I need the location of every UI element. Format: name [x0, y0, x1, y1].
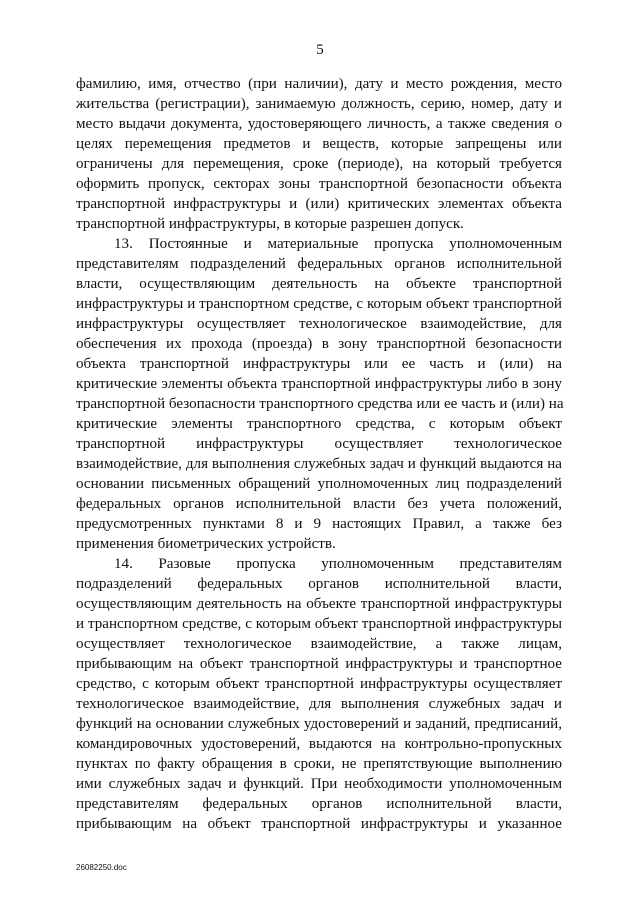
text-line: ими служебных задач и функций. При необходимости уполномоченным: [76, 776, 562, 792]
text-line: средство, с которым объект транспортной инфраструктуры осуществляет: [76, 676, 562, 692]
text-line: критические элементы объекта транспортной инфраструктуры либо в зону: [76, 376, 562, 392]
text-line: взаимодействие, для выполнения служебных задач и функций выдаются на: [76, 456, 562, 472]
text-line: оформить пропуск, секторах зоны транспортной безопасности объекта: [76, 176, 562, 192]
text-line: подразделений федеральных органов исполнительной власти,: [76, 576, 562, 592]
text-line: технологическое взаимодействие, для выполнения служебных задач и: [76, 696, 562, 712]
text-line: ограничены для перемещения, сроке (периоде), на который требуется: [76, 156, 562, 172]
text-line: жительства (регистрации), занимаемую должность, серию, номер, дату и: [76, 96, 562, 112]
text-line: транспортной инфраструктуры осуществляет технологическое: [76, 436, 562, 452]
text-line: представителям федеральных органов исполнительной власти,: [76, 796, 562, 812]
text-line: применения биометрических устройств.: [76, 536, 336, 552]
text-line: основании письменных обращений уполномоченных лиц подразделений: [76, 476, 562, 492]
text-line: осуществляющим деятельность на объекте транспортной инфраструктуры: [76, 596, 562, 612]
text-line: транспортной инфраструктуры и (или) критических элементах объекта: [76, 196, 562, 212]
text-line: инфраструктуры и транспортном средстве, с которым объект транспортной: [76, 296, 562, 312]
text-line: целях перемещения предметов и веществ, которые запрещены или: [76, 136, 562, 152]
text-line: 13. Постоянные и материальные пропуска уполномоченным: [114, 236, 562, 252]
text-line: пунктах по факту обращения в сроки, не препятствующие выполнению: [76, 756, 562, 772]
text-line: представителям подразделений федеральных органов исполнительной: [76, 256, 562, 272]
text-line: транспортной безопасности транспортного средства или ее часть и (или) на: [76, 396, 564, 412]
text-line: инфраструктуры осуществляет технологическое взаимодействие, для: [76, 316, 562, 332]
text-line: 14. Разовые пропуска уполномоченным представителям: [114, 556, 562, 572]
body-text: [76, 74, 562, 834]
text-line: объекта транспортной инфраструктуры или ее часть и (или) на: [76, 356, 562, 372]
text-line: и транспортном средстве, с которым объект транспортной инфраструктуры: [76, 616, 562, 632]
text-line: транспортной инфраструктуры, в которые разрешен допуск.: [76, 216, 464, 232]
text-line: место выдачи документа, удостоверяющего личность, а также сведения о: [76, 116, 562, 132]
text-line: критические элементы транспортного средства, с которым объект: [76, 416, 562, 432]
text-line: командировочных удостоверений, выдаются на контрольно-пропускных: [76, 736, 562, 752]
text-line: власти, осуществляющим деятельность на объекте транспортной: [76, 276, 562, 292]
text-line: осуществляет технологическое взаимодействие, а также лицам,: [76, 636, 562, 652]
page-number: 5: [316, 42, 324, 58]
text-line: функций на основании служебных удостоверений и заданий, предписаний,: [76, 716, 562, 732]
text-line: федеральных органов исполнительной власти без учета положений,: [76, 496, 562, 512]
text-line: прибывающим на объект транспортной инфраструктуры и указанное: [76, 816, 562, 832]
text-line: фамилию, имя, отчество (при наличии), дату и место рождения, место: [76, 76, 562, 92]
text-line: прибывающим на объект транспортной инфраструктуры и транспортное: [76, 656, 562, 672]
text-line: обеспечения их прохода (проезда) в зону транспортной безопасности: [76, 336, 562, 352]
text-line: предусмотренных пунктами 8 и 9 настоящих Правил, а также без: [76, 516, 562, 532]
footer-filename: 26082250.doc: [76, 863, 127, 872]
